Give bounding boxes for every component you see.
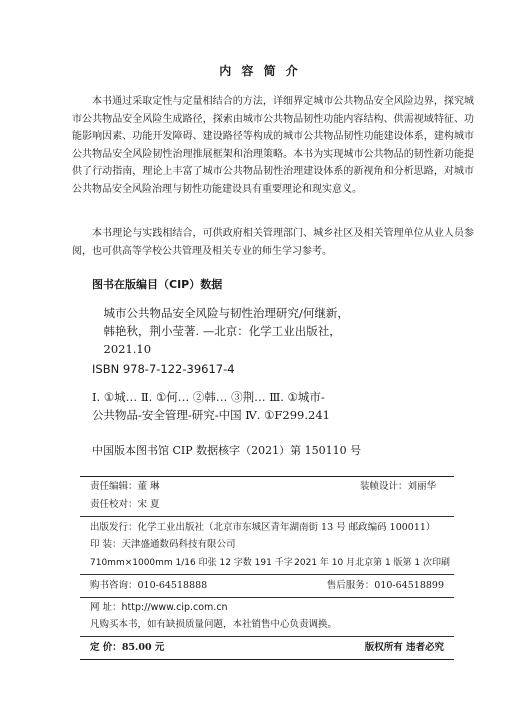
divider — [80, 476, 454, 477]
editor-label: 责任编辑： — [90, 481, 138, 492]
website-link[interactable]: http://www.cip.com.cn — [121, 602, 228, 613]
classification-line: Ⅰ. ①城… Ⅱ. ①何… ②韩… ③荆… Ⅲ. ①城市- — [92, 390, 325, 404]
rights-notice: 版权所有 违者必究 — [364, 642, 444, 653]
cip-classification — [92, 388, 482, 424]
proof-name: 宋 夏 — [137, 499, 160, 510]
proof-label: 责任校对： — [90, 499, 138, 510]
credits-row-1 — [90, 480, 450, 494]
notice-row — [90, 618, 450, 632]
editor-name: 董 琳 — [137, 481, 160, 492]
service-contact: 售后服务：010-64518899 — [326, 580, 444, 591]
divider — [80, 659, 454, 660]
classification-line: 公共物品-安全管理-研究-中国 Ⅳ. ①F299.241 — [92, 408, 330, 422]
website-label: 网 址： — [90, 602, 122, 613]
designer-name: 刘丽华 — [407, 481, 436, 492]
specs: 710mm×1000mm 1/16 印张 12 字数 191 千字 — [90, 558, 293, 568]
cip-line: 城市公共物品安全风险与韧性治理研究/何继新， — [103, 306, 349, 320]
notice: 凡购买本书，如有缺损质量问题，本社销售中心负责调换。 — [90, 619, 338, 630]
price-label: 定 价： — [90, 642, 122, 653]
designer-label: 装帧设计： — [359, 481, 408, 492]
intro-text: 本书通过采取定性与定量相结合的方法，详细界定城市公共物品安全风险边界，探究城市公共物品安全风险生成路径，探索由城市公共物品韧性功能内容结构、供需视域特征、功能影响因素、功能开发障碍、建设路径等构成的城市公共物品韧性功能建设体系，建构城市公共物品安全风险韧性治理推展框架和治理策略。本书为实现城市公共物品的韧性新功能提供了行动指南，理论上丰富了城市公共物品韧性治理建设体系的新视角和分析思路，对城市公共物品安全风险治理与韧性功能建设具有重要理论和现实意义。 — [72, 96, 474, 195]
divider — [80, 574, 454, 575]
price-row — [90, 641, 450, 655]
intro-paragraph-1 — [72, 93, 474, 198]
page-title: 内 容 简 介 — [219, 64, 301, 78]
intro-paragraph-2 — [72, 225, 474, 260]
divider — [80, 636, 454, 637]
cip-number: 中国版本图书馆 CIP 数据核字（2021）第 150110 号 — [92, 444, 362, 457]
price: 85.00 元 — [121, 642, 165, 653]
edition: 2021 年 10 月北京第 1 版第 1 次印刷 — [294, 558, 450, 568]
publisher: 出版发行：化学工业出版社（北京市东城区青年湖南街 13 号 邮政编码 100011） — [90, 522, 436, 533]
cip-line: 2021.10 — [103, 342, 152, 356]
cip-line: 韩艳秋，荆小莹著. —北京：化学工业出版社， — [103, 324, 341, 338]
purchase-contact: 购书咨询：010-64518888 — [90, 580, 208, 591]
cip-description — [92, 304, 482, 358]
divider — [80, 516, 454, 517]
printer-label: 印 装： — [90, 539, 122, 550]
credits-row-2 — [90, 498, 450, 512]
printer-name: 天津盛通数码科技有限公司 — [121, 539, 236, 550]
specs-row — [90, 556, 450, 570]
website-row — [90, 601, 450, 615]
cip-heading: 图书在版编目（CIP）数据 — [92, 278, 223, 291]
divider — [80, 597, 454, 598]
isbn: ISBN 978-7-122-39617-4 — [92, 362, 235, 376]
printer-row — [90, 538, 450, 552]
contact-row — [90, 579, 450, 593]
publisher-row — [90, 521, 450, 535]
intro-text: 本书理论与实践相结合，可供政府相关管理部门、城乡社区及相关管理单位从业人员参阅，也可供高等学校公共管理及相关专业的师生学习参考。 — [72, 228, 474, 257]
